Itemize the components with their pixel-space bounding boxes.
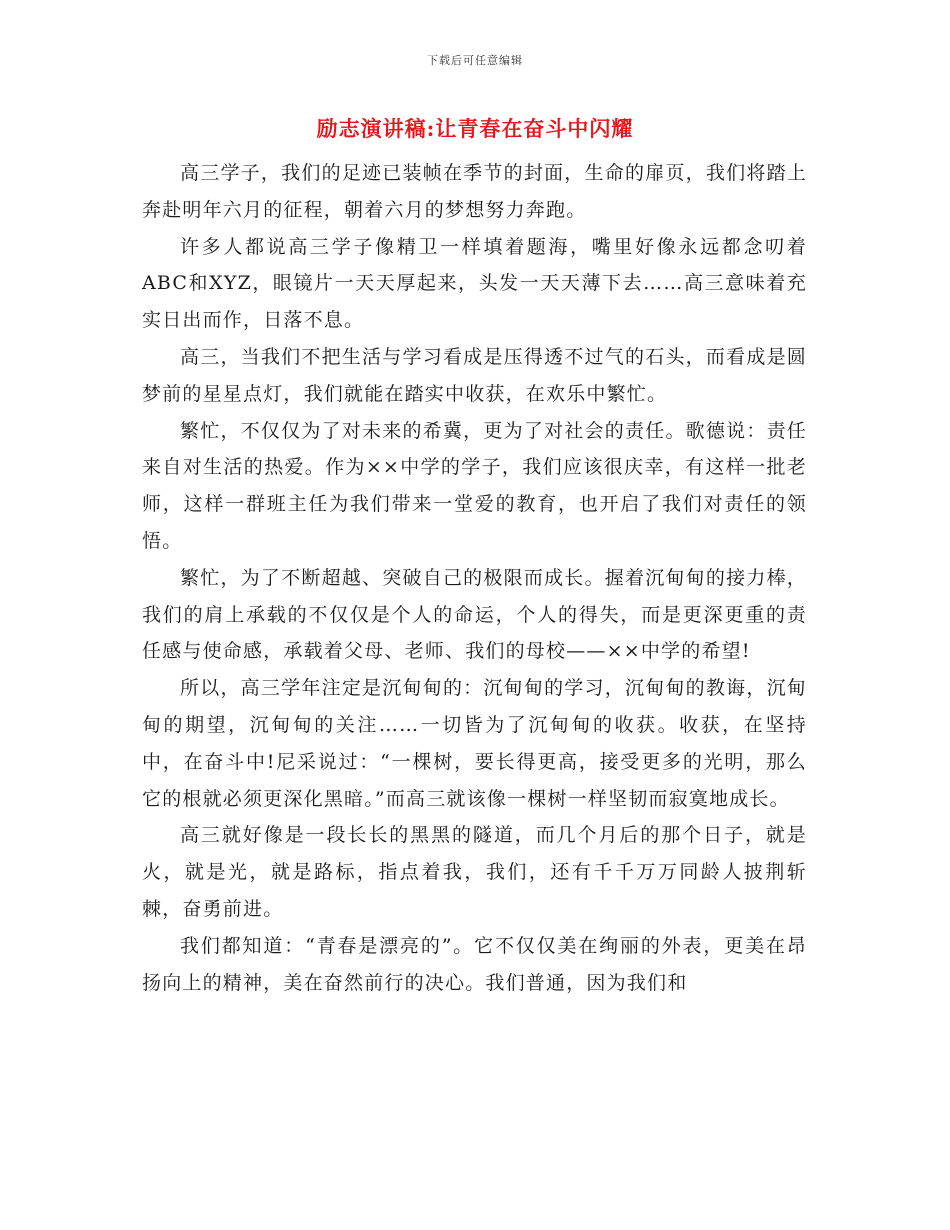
paragraph-4: 繁忙，不仅仅为了对未来的希冀，更为了对社会的责任。歌德说：责任来自对生活的热爱。作为××中学的学子，我们应该很庆幸，有这样一批老师，这样一群班主任为我们带来一堂爱的教育，也开启了我们对责任的领悟。	[142, 419, 807, 552]
document-title: 励志演讲稿:让青春在奋斗中闪耀	[316, 116, 634, 141]
paragraph-1: 高三学子，我们的足迹已装帧在季节的封面，生命的扉页，我们将踏上奔赴明年六月的征程，朝着六月的梦想努力奔跑。	[142, 162, 807, 221]
paragraph-2: 许多人都说高三学子像精卫一样填着题海，嘴里好像永远都念叨着ABC和XYZ，眼镜片一天天厚起来，头发一天天薄下去……高三意味着充实日出而作，日落不息。	[142, 235, 807, 332]
paragraph-8: 我们都知道：“青春是漂亮的”。它不仅仅美在绚丽的外表，更美在昂扬向上的精神，美在奋然前行的决心。我们普通，因为我们和	[142, 934, 807, 994]
paragraph-7: 高三就好像是一段长长的黑黑的隧道，而几个月后的那个日子，就是火，就是光，就是路标，指点着我，我们，还有千千万万同龄人披荆斩棘，奋勇前进。	[142, 824, 807, 920]
document-body	[142, 155, 807, 1001]
paragraph-3: 高三，当我们不把生活与学习看成是压得透不过气的石头，而看成是圆梦前的星星点灯，我们就能在踏实中收获，在欢乐中繁忙。	[142, 345, 807, 405]
header-note: 下载后可任意编辑	[427, 54, 523, 67]
paragraph-6: 所以，高三学年注定是沉甸甸的：沉甸甸的学习，沉甸甸的教诲，沉甸甸的期望，沉甸甸的关注……一切皆为了沉甸甸的收获。收获，在坚持中，在奋斗中!尼采说过：“一棵树，要长得更高，接受更多的光明，那么它的根就必须更深化黑暗。”而高三就该像一棵树一样坚韧而寂寞地成长。	[142, 677, 807, 810]
paragraph-5: 繁忙，为了不断超越、突破自己的极限而成长。握着沉甸甸的接力棒，我们的肩上承载的不仅仅是个人的命运，个人的得失，而是更深更重的责任感与使命感，承载着父母、老师、我们的母校——××中学的希望!	[142, 566, 807, 663]
